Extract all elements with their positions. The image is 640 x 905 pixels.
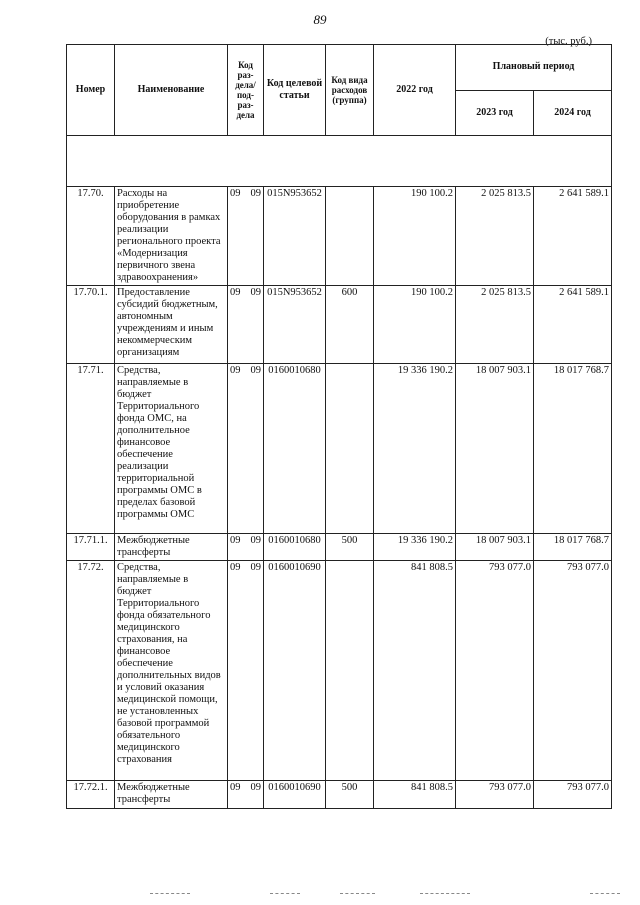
row-expense-code [326,561,374,781]
table-row [67,781,612,809]
row-number: 17.71.1. [67,534,115,561]
row-2023: 793 077.0 [456,781,534,809]
row-name: Средства, направляемые в бюджет Территориального фонда обязательного медицинского страхования, на финансовое обеспечение дополнительных видов и условий оказания медицинской помощи, не установленных базовой программой обязательного медицинского страхования [115,561,228,781]
row-target-code: 015N953652 [264,187,326,286]
row-2024: 2 641 589.1 [534,187,612,286]
row-section [228,187,264,286]
row-expense-code: 500 [326,781,374,809]
section-code: 09 [230,287,241,298]
subsection-code: 09 [250,535,261,546]
page-number: 89 [313,12,327,27]
row-2024: 2 641 589.1 [534,286,612,364]
row-2023: 18 007 903.1 [456,534,534,561]
row-number: 17.72. [67,561,115,781]
header-expense-code: Код вида расходов (группа) [326,45,374,136]
row-number: 17.70.1. [67,286,115,364]
row-2023: 2 025 813.5 [456,286,534,364]
subsection-code: 09 [250,782,261,793]
header-spacer [67,136,612,187]
section-code: 09 [230,782,241,793]
row-section [228,286,264,364]
row-target-code: 0160010690 [264,781,326,809]
subsection-code: 09 [250,188,261,199]
header-year-2022: 2022 год [374,45,456,136]
section-code: 09 [230,535,241,546]
header-target-code: Код целевой статьи [264,45,326,136]
row-2023: 2 025 813.5 [456,187,534,286]
scan-marks [0,893,640,897]
row-name: Средства, направляемые в бюджет Территориального фонда ОМС, на дополнительное финансовое обеспечение реализации территориальной программы ОМС в пределах базовой программы ОМС [115,364,228,534]
row-expense-code [326,187,374,286]
row-section [228,781,264,809]
budget-table [66,44,612,809]
row-name: Расходы на приобретение оборудования в рамках реализации регионального проекта «Модернизация первичного звена здравоохранения» [115,187,228,286]
row-number: 17.70. [67,187,115,286]
row-name: Межбюджетные трансферты [115,534,228,561]
section-code: 09 [230,562,241,573]
scan-mark [420,893,470,894]
row-expense-code: 500 [326,534,374,561]
row-number: 17.71. [67,364,115,534]
row-section [228,534,264,561]
row-section [228,364,264,534]
row-2022: 841 808.5 [374,561,456,781]
subsection-code: 09 [250,287,261,298]
header-planned-period: Плановый период [456,45,612,91]
row-2022: 841 808.5 [374,781,456,809]
row-2023: 793 077.0 [456,561,534,781]
row-2022: 190 100.2 [374,187,456,286]
row-expense-code [326,364,374,534]
table-row [67,364,612,534]
header-name: Наименование [115,45,228,136]
table-row [67,534,612,561]
header-year-2023: 2023 год [456,90,534,136]
scan-mark [270,893,300,894]
row-number: 17.72.1. [67,781,115,809]
row-target-code: 0160010680 [264,364,326,534]
section-code: 09 [230,188,241,199]
scan-mark [340,893,375,894]
header-year-2024: 2024 год [534,90,612,136]
table-row [67,286,612,364]
row-2022: 19 336 190.2 [374,534,456,561]
table-row [67,187,612,286]
section-code: 09 [230,365,241,376]
row-target-code: 015N953652 [264,286,326,364]
header-number: Номер [67,45,115,136]
row-2024: 793 077.0 [534,781,612,809]
row-2024: 793 077.0 [534,561,612,781]
table-row [67,561,612,781]
subsection-code: 09 [250,365,261,376]
row-target-code: 0160010680 [264,534,326,561]
row-expense-code: 600 [326,286,374,364]
row-section [228,561,264,781]
subsection-code: 09 [250,562,261,573]
row-2024: 18 017 768.7 [534,534,612,561]
row-target-code: 0160010690 [264,561,326,781]
units-label: (тыс. руб.) [545,36,592,47]
row-name: Предоставление субсидий бюджетным, автономным учреждениям и иным некоммерческим организациям [115,286,228,364]
row-2023: 18 007 903.1 [456,364,534,534]
scan-mark [150,893,190,894]
row-2024: 18 017 768.7 [534,364,612,534]
row-2022: 190 100.2 [374,286,456,364]
scan-mark [590,893,620,894]
row-name: Межбюджетные трансферты [115,781,228,809]
header-section-code: Код раз-дела/ под-раз-дела [228,45,264,136]
row-2022: 19 336 190.2 [374,364,456,534]
